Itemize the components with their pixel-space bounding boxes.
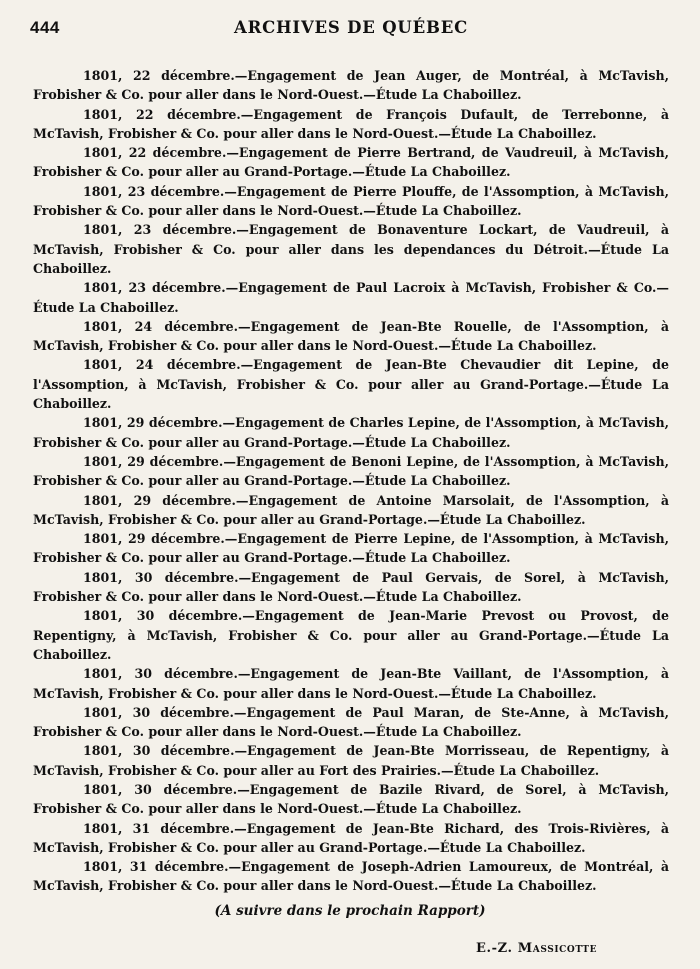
page-header	[30, 18, 672, 44]
list-item: 1801, 22 décembre.—Engagement de François Dufault, de Terrebonne, à McTavish, Frobisher & Co. pour aller dans le Nord-Ouest.—Étude La Chaboillez.	[33, 106, 669, 141]
running-head: ARCHIVES DE QUÉBEC	[233, 18, 469, 37]
list-item: 1801, 30 décembre.—Engagement de Jean-Bte Vaillant, de l'Assomption, à McTavish, Frobisher & Co. pour aller dans le Nord-Ouest.—Étude La Chaboillez.	[33, 666, 669, 701]
list-item: 1801, 23 décembre.—Engagement de Paul Lacroix à McTavish, Frobisher & Co.—Étude La Chaboillez.	[33, 280, 669, 315]
list-item: 1801, 24 décembre.—Engagement de Jean-Bte Rouelle, de l'Assomption, à McTavish, Frobisher & Co. pour aller dans le Nord-Ouest.—Étude La Chaboillez.	[33, 318, 669, 354]
page-number: 444	[30, 18, 60, 37]
list-item: 1801, 24 décembre.—Engagement de Jean-Bte Chevaudier dit Lepine, de l'Assomption, à McTavish, Frobisher & Co. pour aller au Grand-Portage.—Étude La Chaboillez.	[33, 357, 669, 412]
entry-list	[33, 66, 669, 896]
list-item: 1801, 30 décembre.—Engagement de Jean-Marie Prevost ou Provost, de Repentigny, à McTavish, Frobisher & Co. pour aller au Grand-Portage.—Étude La Chaboillez.	[33, 608, 669, 662]
list-item: 1801, 31 décembre.—Engagement de Joseph-Adrien Lamoureux, de Montréal, à McTavish, Frobisher & Co. pour aller dans le Nord-Ouest.—Étude La Chaboillez.	[33, 859, 669, 894]
list-item: 1801, 29 décembre.—Engagement de Charles Lepine, de l'Assomption, à McTavish, Frobisher & Co. pour aller au Grand-Portage.—Étude La Chaboillez.	[33, 415, 669, 450]
list-item: 1801, 30 décembre.—Engagement de Paul Gervais, de Sorel, à McTavish, Frobisher & Co. pour aller dans le Nord-Ouest.—Étude La Chaboillez.	[33, 569, 669, 605]
signature: E.-Z. Massicotte	[476, 941, 598, 956]
list-item: 1801, 29 décembre.—Engagement de Benoni Lepine, de l'Assomption, à McTavish, Frobisher & Co. pour aller au Grand-Portage.—Étude La Chaboillez.	[33, 453, 669, 489]
list-item: 1801, 22 décembre.—Engagement de Pierre Bertrand, de Vaudreuil, à McTavish, Frobisher & Co. pour aller au Grand-Portage.—Étude La Chaboillez.	[33, 145, 669, 180]
list-item: 1801, 30 décembre.—Engagement de Bazile Rivard, de Sorel, à McTavish, Frobisher & Co. pour aller dans le Nord-Ouest.—Étude La Chaboillez.	[33, 781, 669, 817]
list-item: 1801, 22 décembre.—Engagement de Jean Auger, de Montréal, à McTavish, Frobisher & Co. pour aller dans le Nord-Ouest.—Étude La Chaboillez.	[33, 68, 669, 103]
list-item: 1801, 23 décembre.—Engagement de Bonaventure Lockart, de Vaudreuil, à McTavish, Frobisher & Co. pour aller dans les dependances du Détroit.—Étude La Chaboillez.	[33, 222, 669, 276]
list-item: 1801, 31 décembre.—Engagement de Jean-Bte Richard, des Trois-Rivières, à McTavish, Frobisher & Co. pour aller au Grand-Portage.—Étude La Chaboillez.	[33, 820, 669, 855]
list-item: 1801, 30 décembre.—Engagement de Paul Maran, de Ste-Anne, à McTavish, Frobisher & Co. pour aller dans le Nord-Ouest.—Étude La Chaboillez.	[33, 704, 669, 740]
list-item: 1801, 30 décembre.—Engagement de Jean-Bte Morrisseau, de Repentigny, à McTavish, Frobisher & Co. pour aller au Fort des Prairies.—Étude La Chaboillez.	[33, 743, 669, 778]
continuation-note: (A suivre dans le prochain Rapport)	[214, 903, 486, 919]
list-item: 1801, 29 décembre.—Engagement de Antoine Marsolait, de l'Assomption, à McTavish, Frobisher & Co. pour aller au Grand-Portage.—Étude La Chaboillez.	[33, 492, 669, 527]
list-item: 1801, 29 décembre.—Engagement de Pierre Lepine, de l'Assomption, à McTavish, Frobisher & Co. pour aller au Grand-Portage.—Étude La Chaboillez.	[33, 531, 669, 566]
list-item: 1801, 23 décembre.—Engagement de Pierre Plouffe, de l'Assomption, à McTavish, Frobisher & Co. pour aller dans le Nord-Ouest.—Étude La Chaboillez.	[33, 183, 669, 219]
